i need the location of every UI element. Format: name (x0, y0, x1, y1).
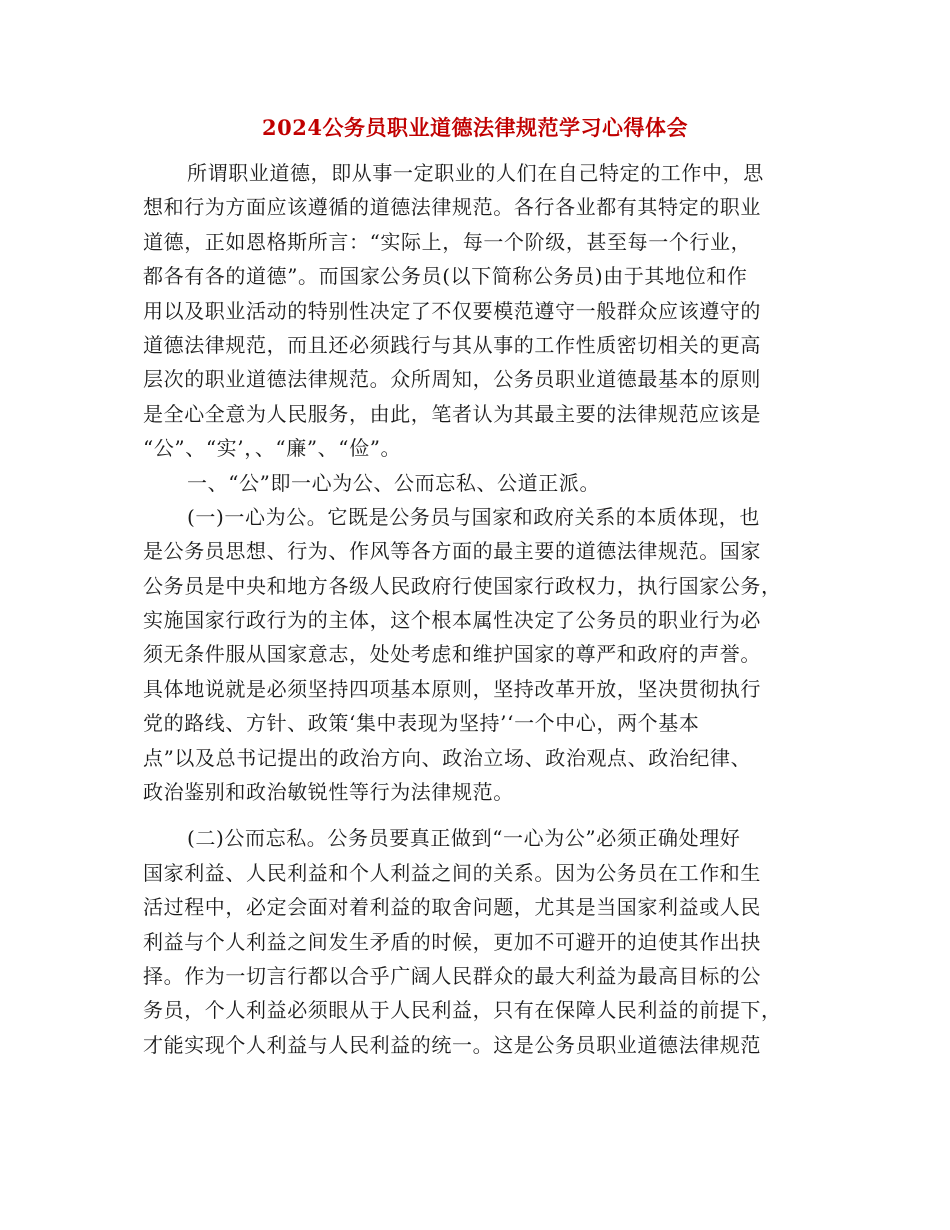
text-line: 道德法律规范，而且还必须践行与其从事的工作性质密切相关的更高 (143, 332, 761, 357)
text-line: 具体地说就是必须坚持四项基本原则，坚持改革开放，坚决贯彻执行 (143, 676, 761, 701)
text-line: 活过程中，必定会面对着利益的取舍问题，尤其是当国家利益或人民 (143, 895, 761, 920)
text-line: 所谓职业道德，即从事一定职业的人们在自己特定的工作中，思 (187, 161, 764, 185)
document-title: 2024公务员职业道德法律规范学习心得体会 (262, 115, 688, 140)
text-line: (一)一心为公。它既是公务员与国家和政府关系的本质体现，也 (187, 504, 761, 529)
text-line: 择。作为一切言行都以合乎广阔人民群众的最大利益为最高目标的公 (143, 963, 761, 988)
text-line: 公务员是中央和地方各级人民政府行使国家行政权力，执行国家公务， (143, 573, 782, 598)
text-line: 实施国家行政行为的主体，这个根本属性决定了公务员的职业行为必 (143, 608, 761, 633)
text-line: 国家利益、人民利益和个人利益之间的关系。因为公务员在工作和生 (143, 860, 761, 885)
text-line: 是全心全意为人民服务，由此，笔者认为其最主要的法律规范应该是 (143, 401, 761, 426)
text-line: 点”以及总书记提出的政治方向、政治立场、政治观点、政治纪律、 (143, 745, 752, 770)
text-line: 一、“公”即一心为公、公而忘私、公道正派。 (187, 470, 601, 495)
text-line: 层次的职业道德法律规范。众所周知，公务员职业道德最基本的原则 (143, 367, 761, 392)
text-line: 党的路线、方针、政策‘集中表现为坚持’‘一个中心，两个基本 (143, 711, 700, 736)
text-line: 都各有各的道德”。而国家公务员(以下简称公务员)由于其地位和作 (143, 264, 748, 289)
text-line: “公”、“实’，、“廉”、“俭”。 (143, 436, 402, 461)
text-line: 用以及职业活动的特别性决定了不仅要模范遵守一般群众应该遵守的 (143, 298, 761, 323)
text-line: (二)公而忘私。公务员要真正做到“一心为公”必须正确处理好 (187, 826, 741, 851)
text-line: 利益与个人利益之间发生矛盾的时候，更加不可避开的迫使其作出抉 (143, 929, 761, 954)
text-line: 须无条件服从国家意志，处处考虑和维护国家的尊严和政府的声誉。 (143, 642, 761, 667)
paragraph-gap (143, 809, 803, 821)
text-line: 才能实现个人利益与人民利益的统一。这是公务员职业道德法律规范 (143, 1032, 761, 1057)
text-line: 政治鉴别和政治敏锐性等行为法律规范。 (143, 780, 514, 805)
text-line: 道德，正如恩格斯所言：“实际上，每一个阶级，甚至每一个行业， (143, 229, 752, 254)
document-body (143, 156, 803, 1062)
text-line: 是公务员思想、行为、作风等各方面的最主要的道德法律规范。国家 (143, 539, 761, 564)
text-line: 务员，个人利益必须眼从于人民利益，只有在保障人民利益的前提下， (143, 998, 782, 1023)
text-line: 想和行为方面应该遵循的道德法律规范。各行各业都有其特定的职业 (143, 195, 761, 220)
